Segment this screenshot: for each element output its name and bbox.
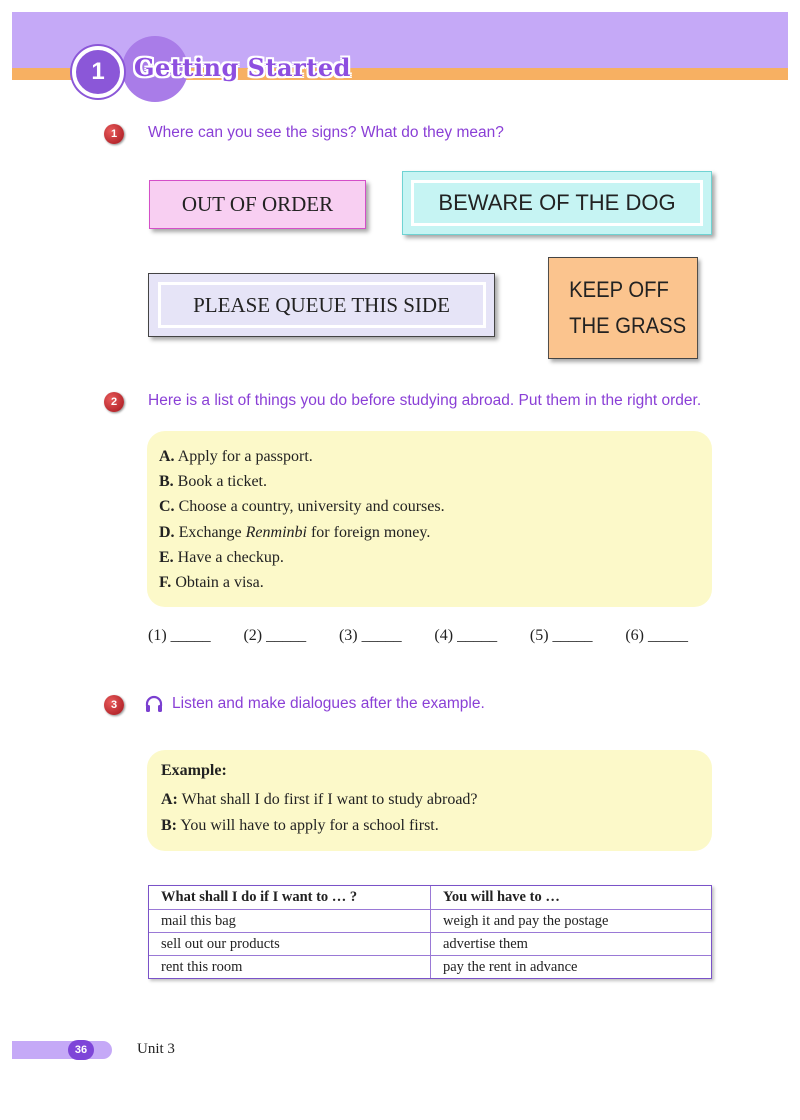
table-header-cell: What shall I do if I want to … ?	[149, 886, 431, 909]
page-number: 36	[68, 1040, 94, 1060]
table-cell: weigh it and pay the postage	[443, 912, 609, 929]
sign-please-queue	[148, 273, 495, 337]
sign-out-of-order: OUT OF ORDER	[149, 180, 366, 229]
item-letter: A.	[159, 448, 175, 465]
item-text-before: Exchange	[178, 523, 246, 541]
item-text: Apply for a passport.	[177, 448, 313, 465]
list-item	[159, 469, 712, 494]
footer-bar	[12, 1041, 112, 1059]
item-text: Book a ticket.	[177, 473, 267, 491]
list-item	[159, 520, 712, 545]
item-text-after: for foreign money.	[306, 523, 431, 541]
sign-keep-off-the-grass	[548, 257, 698, 359]
table-cell: sell out our products	[149, 933, 431, 955]
table-header-cell: You will have to …	[443, 889, 560, 905]
task-3-instruction: Listen and make dialogues after the example.	[172, 695, 485, 712]
list-item	[159, 494, 712, 519]
answer-blank-2[interactable]: (2) _____	[243, 627, 307, 644]
answer-blank-5[interactable]: (5) _____	[529, 627, 593, 644]
sign-grass-line-1: KEEP OFF	[569, 277, 669, 302]
answer-blank-3[interactable]: (3) _____	[338, 627, 402, 644]
item-letter: F.	[159, 574, 172, 592]
steps-list-box	[147, 431, 712, 607]
item-letter: E.	[159, 548, 174, 566]
table-header-row	[149, 886, 711, 909]
speaker-label: B:	[161, 817, 177, 834]
answer-blank-1[interactable]: (1) _____	[148, 627, 211, 644]
task-1-bullet: 1	[104, 124, 124, 144]
table-cell: mail this bag	[149, 910, 431, 932]
task-2-bullet: 2	[104, 392, 124, 412]
list-item	[159, 570, 712, 595]
task-1-instruction: Where can you see the signs? What do they mean?	[148, 124, 504, 141]
sign-beware-text: BEWARE OF THE DOG	[411, 180, 703, 226]
table-cell: rent this room	[149, 956, 431, 978]
headphones-icon[interactable]	[144, 694, 164, 714]
task-2-instruction: Here is a list of things you do before studying abroad. Put them in the right order.	[148, 392, 702, 409]
table-cell: advertise them	[443, 935, 528, 952]
example-dialogue-box	[147, 750, 712, 851]
table-row	[149, 932, 711, 955]
dialogue-prompt-table	[148, 885, 712, 979]
list-item	[159, 444, 712, 469]
sign-grass-line-2: THE GRASS	[569, 313, 687, 338]
sign-beware-of-the-dog	[402, 171, 712, 235]
section-title: Getting Started	[134, 53, 351, 82]
item-letter: C.	[159, 498, 175, 516]
dialogue-text: What shall I do first if I want to study abroad?	[181, 791, 478, 808]
answer-blank-6[interactable]: (6) _____	[625, 627, 688, 644]
sign-queue-text: PLEASE QUEUE THIS SIDE	[158, 282, 486, 328]
item-text: Choose a country, university and courses.	[178, 498, 445, 516]
list-item	[159, 545, 712, 570]
unit-label: Unit 3	[137, 1041, 175, 1057]
section-number-badge: 1	[72, 46, 124, 98]
example-title: Example:	[161, 762, 227, 779]
answer-blanks	[148, 627, 688, 645]
answer-blank-4[interactable]: (4) _____	[434, 627, 498, 644]
item-letter: D.	[159, 523, 175, 541]
task-3-bullet: 3	[104, 695, 124, 715]
dialogue-line-a	[161, 787, 712, 813]
item-letter: B.	[159, 473, 174, 491]
item-text-italic: Renminbi	[245, 523, 307, 541]
dialogue-text: You will have to apply for a school first.	[180, 817, 439, 834]
speaker-label: A:	[161, 791, 178, 808]
dialogue-line-b	[161, 813, 712, 839]
table-row	[149, 955, 711, 978]
table-row	[149, 909, 711, 932]
item-text: Obtain a visa.	[175, 574, 264, 592]
item-text: Have a checkup.	[177, 548, 284, 566]
table-cell: pay the rent in advance	[443, 958, 578, 975]
